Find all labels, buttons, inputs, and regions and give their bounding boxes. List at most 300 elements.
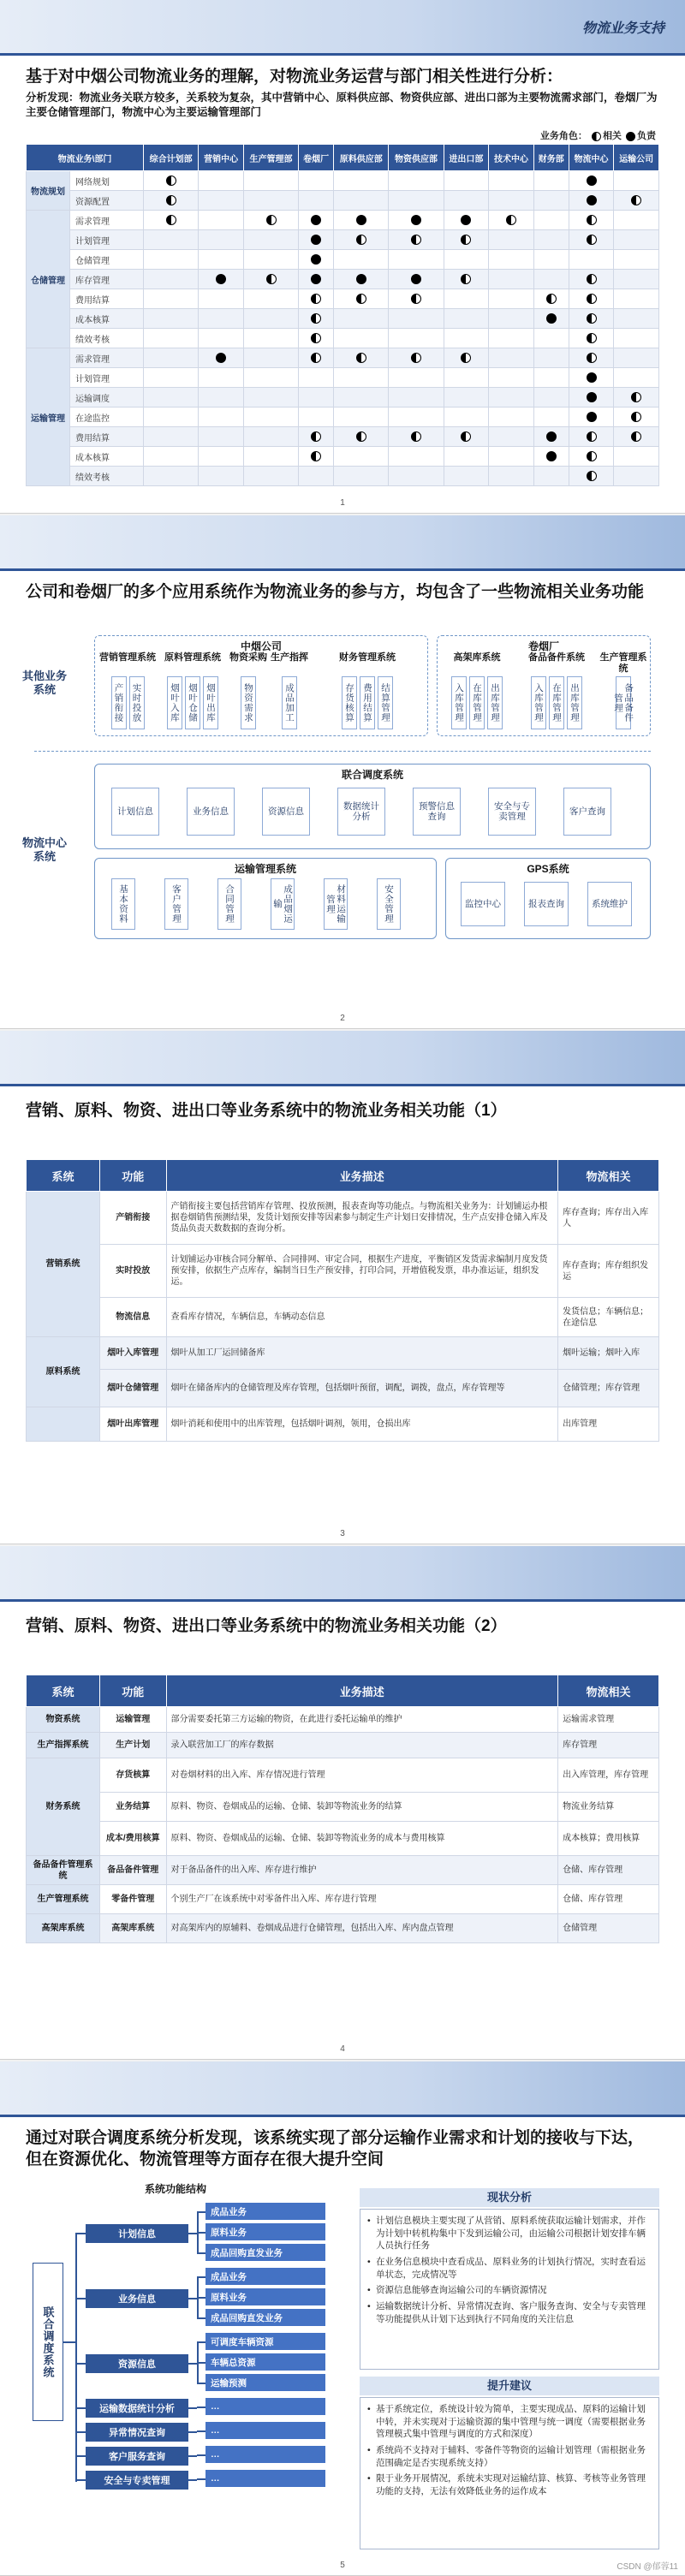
system-item-label: 结算管理 — [380, 683, 391, 723]
matrix-cell — [243, 467, 298, 486]
slide-3 — [0, 1031, 685, 1544]
transport-item-label: 客户管理 — [171, 884, 182, 924]
full-circle-icon — [587, 372, 597, 383]
matrix-cell — [569, 230, 614, 250]
system-name: 物资采购 — [229, 652, 267, 663]
matrix-cell — [614, 427, 659, 447]
description-cell: 部分需要委托第三方运输的物资，在此进行委托运输单的维护 — [166, 1707, 558, 1733]
system-cell — [27, 1407, 100, 1442]
system-name: 备品备件系统 — [528, 652, 585, 663]
table-row — [27, 408, 659, 427]
matrix-cell — [569, 447, 614, 467]
table-row — [27, 211, 659, 230]
legend-full: 负责 — [637, 131, 656, 141]
transport-item-label: 材料运输管理 — [325, 884, 347, 924]
leaf-node: 成品回购直发业务 — [206, 2309, 325, 2326]
transport-item-label: 安全管理 — [384, 884, 395, 924]
matrix-cell — [444, 427, 489, 447]
matrix-cell — [489, 289, 534, 309]
matrix-cell — [533, 211, 569, 230]
half-circle-icon — [587, 333, 597, 343]
matrix-cell — [614, 309, 659, 329]
matrix-cell — [334, 408, 389, 427]
matrix-cell — [243, 270, 298, 289]
table-row — [27, 191, 659, 211]
half-circle-icon — [356, 353, 366, 363]
connector-line — [75, 2234, 77, 2482]
matrix-cell — [243, 171, 298, 191]
page-number: 4 — [340, 2044, 345, 2054]
table-row — [27, 1298, 659, 1337]
system-item-label: 实时投放 — [131, 683, 142, 723]
connector-line — [63, 2341, 75, 2343]
dept-matrix — [26, 144, 659, 486]
full-circle-icon — [546, 313, 557, 324]
matrix-cell — [334, 211, 389, 230]
column-header: 物流相关 — [558, 1160, 659, 1192]
matrix-cell — [489, 408, 534, 427]
matrix-cell — [614, 467, 659, 486]
matrix-cell — [533, 388, 569, 408]
matrix-cell — [444, 171, 489, 191]
matrix-cell — [243, 447, 298, 467]
gps-label: GPS系统 — [527, 863, 569, 875]
matrix-cell — [489, 329, 534, 348]
matrix-cell — [243, 230, 298, 250]
half-circle-icon — [311, 431, 321, 442]
leaf-node: … — [206, 2398, 325, 2415]
matrix-cell — [389, 467, 444, 486]
status-point: • 运输数据统计分析、异常情况查询、客户服务查询、安全与专卖管理等功能提供从计划下达到执行不同角度的关注信息 — [367, 2300, 652, 2325]
matrix-cell — [614, 447, 659, 467]
matrix-cell — [389, 270, 444, 289]
matrix-corner-header: 物流业务\部门 — [27, 145, 144, 171]
table-row — [27, 1192, 659, 1245]
system-name: 营销管理系统 — [99, 652, 156, 663]
description-cell: 烟叶从加工厂运回储备库 — [166, 1337, 558, 1370]
description-cell: 原料、物资、卷烟成品的运输、仓储、装卸等物流业务的结算 — [166, 1793, 558, 1822]
connector-line — [197, 2252, 206, 2254]
matrix-cell — [389, 289, 444, 309]
system-name: 生产管理系统 — [599, 652, 647, 674]
matrix-cell — [299, 427, 334, 447]
system-item — [549, 676, 564, 729]
half-circle-icon — [587, 294, 597, 304]
table-row — [27, 1337, 659, 1370]
system-cell: 生产管理系统 — [27, 1885, 100, 1914]
table-row — [27, 1856, 659, 1885]
connector-line — [197, 2478, 206, 2480]
matrix-cell — [243, 309, 298, 329]
dispatch-label: 联合调度系统 — [341, 769, 403, 781]
system-item — [487, 676, 503, 729]
system-item-label: 在库管理 — [551, 683, 563, 723]
matrix-cell — [299, 250, 334, 270]
table-row — [27, 250, 659, 270]
matrix-cell — [299, 348, 334, 368]
system-item — [613, 676, 634, 729]
matrix-cell — [199, 467, 244, 486]
logistics-cell: 仓储管理 — [558, 1914, 659, 1943]
connector-line — [188, 2431, 197, 2433]
matrix-cell — [389, 250, 444, 270]
matrix-cell — [569, 171, 614, 191]
connector-line — [75, 2479, 86, 2481]
matrix-cell — [334, 447, 389, 467]
column-header: 系统 — [27, 1675, 100, 1707]
matrix-cell — [489, 230, 534, 250]
system-item-label: 备品备件管理 — [613, 683, 634, 723]
system-item — [167, 676, 182, 729]
column-header: 功能 — [100, 1675, 167, 1707]
full-circle-icon — [311, 235, 321, 245]
matrix-cell — [389, 230, 444, 250]
system-item — [282, 676, 297, 729]
connector-line — [188, 2233, 197, 2234]
legend-half: 相关 — [602, 131, 622, 141]
matrix-cell — [199, 211, 244, 230]
function-cell: 产销衔接 — [100, 1192, 167, 1245]
matrix-cell — [334, 467, 389, 486]
matrix-cell — [614, 329, 659, 348]
half-circle-icon — [587, 215, 597, 225]
matrix-cell — [444, 250, 489, 270]
table-row — [27, 368, 659, 388]
other-systems-label: 其他业务系统 — [21, 669, 67, 697]
system-item-label: 入库管理 — [533, 683, 545, 723]
item-label: 成本核算 — [70, 447, 144, 467]
table-row — [27, 348, 659, 368]
dept-header: 营销中心 — [199, 145, 244, 171]
half-circle-icon — [587, 451, 597, 461]
matrix-cell — [569, 329, 614, 348]
table-row — [27, 467, 659, 486]
table-row — [27, 230, 659, 250]
leaf-node: 原料业务 — [206, 2223, 325, 2240]
matrix-cell — [144, 309, 199, 329]
matrix-cell — [489, 309, 534, 329]
matrix-cell — [614, 388, 659, 408]
matrix-cell — [569, 191, 614, 211]
system-name: 原料管理系统 — [164, 652, 221, 663]
half-circle-icon — [356, 431, 366, 442]
full-circle-icon — [311, 274, 321, 284]
slide-header — [0, 1546, 685, 1606]
table-row — [27, 388, 659, 408]
system-item-label: 成品加工 — [284, 683, 295, 723]
connector-line — [197, 2297, 206, 2299]
matrix-cell — [444, 270, 489, 289]
half-circle-icon — [631, 412, 641, 422]
matrix-cell — [144, 447, 199, 467]
system-item-label: 出库管理 — [490, 683, 501, 723]
matrix-cell — [144, 270, 199, 289]
column-header: 功能 — [100, 1160, 167, 1192]
matrix-cell — [144, 329, 199, 348]
leaf-node: … — [206, 2470, 325, 2487]
system-item-label: 烟叶出库 — [206, 683, 217, 723]
system-cell: 生产指挥系统 — [27, 1733, 100, 1758]
function-cell: 实时投放 — [100, 1245, 167, 1298]
connector-line — [75, 2431, 86, 2433]
group-label: 物流规划 — [27, 171, 70, 211]
leaf-node: 成品回购直发业务 — [206, 2244, 325, 2261]
dispatch-item: 数据统计分析 — [337, 788, 385, 836]
matrix-cell — [444, 447, 489, 467]
matrix-cell — [614, 270, 659, 289]
transport-item — [324, 878, 348, 930]
table-row — [27, 1407, 659, 1442]
matrix-cell — [299, 447, 334, 467]
tree-root — [33, 2263, 63, 2421]
matrix-cell — [243, 211, 298, 230]
half-circle-icon — [311, 294, 321, 304]
connector-line — [197, 2232, 206, 2234]
matrix-cell — [144, 171, 199, 191]
half-circle-icon — [631, 431, 641, 442]
group-label: 仓储管理 — [27, 211, 70, 348]
matrix-cell — [533, 368, 569, 388]
table-row — [27, 1885, 659, 1914]
matrix-cell — [614, 230, 659, 250]
matrix-cell — [489, 467, 534, 486]
matrix-cell — [569, 270, 614, 289]
tree-label: 系统功能结构 — [144, 2183, 206, 2195]
page-number: 1 — [340, 498, 345, 508]
full-circle-icon — [356, 215, 366, 225]
half-circle-icon — [631, 392, 641, 402]
gps-item: 报表查询 — [524, 882, 569, 926]
matrix-cell — [533, 329, 569, 348]
slide-header — [0, 1031, 685, 1091]
system-item — [469, 676, 485, 729]
matrix-cell — [569, 467, 614, 486]
matrix-cell — [489, 388, 534, 408]
description-cell: 个别生产厂在该系统中对零备件出入库、库存进行管理 — [166, 1885, 558, 1914]
item-label: 需求管理 — [70, 211, 144, 230]
matrix-cell — [199, 427, 244, 447]
item-label: 需求管理 — [70, 348, 144, 368]
matrix-cell — [243, 250, 298, 270]
function-cell: 运输管理 — [100, 1707, 167, 1733]
matrix-cell — [569, 289, 614, 309]
system-item-label: 在库管理 — [472, 683, 483, 723]
page-number: 3 — [340, 1529, 345, 1538]
status-point: • 资源信息能够查询运输公司的车辆资源情况 — [367, 2284, 652, 2297]
half-circle-icon — [587, 313, 597, 324]
table-row — [27, 1822, 659, 1856]
leaf-node: 运输预测 — [206, 2374, 325, 2391]
function-table-1 — [26, 1159, 659, 1442]
dept-header: 进出口部 — [444, 145, 489, 171]
legend — [540, 128, 656, 142]
matrix-cell — [199, 388, 244, 408]
leaf-node: 成品业务 — [206, 2203, 325, 2220]
matrix-cell — [299, 309, 334, 329]
matrix-cell — [299, 467, 334, 486]
half-circle-icon — [587, 353, 597, 363]
system-item — [203, 676, 218, 729]
column-header: 物流相关 — [558, 1675, 659, 1707]
table-row — [27, 171, 659, 191]
slide-subtitle: 分析发现：物流业务关联方较多，关系较为复杂，其中营销中心、原料供应部、物资供应部、进出口部为主要物流需求部门，卷烟厂为主要仓储管理部门，物流中心为主要运输管理部门 — [26, 92, 658, 118]
table-row — [27, 1245, 659, 1298]
half-circle-icon — [311, 313, 321, 324]
logistics-cell: 发货信息；车辆信息；在途信息 — [558, 1298, 659, 1337]
slide-1 — [0, 0, 685, 514]
half-circle-icon — [587, 274, 597, 284]
transport-item-label: 成品烟运输 — [272, 884, 294, 924]
slide-header — [0, 515, 685, 575]
logistics-cell: 库存查询；库存组织发运 — [558, 1245, 659, 1298]
logistics-cell: 物流业务结算 — [558, 1793, 659, 1822]
slide-title: 营销、原料、物资、进出口等业务系统中的物流业务相关功能（2） — [26, 1617, 507, 1635]
branch-node: 异常情况查询 — [86, 2423, 188, 2442]
function-cell: 成本/费用核算 — [100, 1822, 167, 1856]
full-circle-icon — [411, 215, 421, 225]
connector-line — [197, 2430, 206, 2432]
description-cell: 录入联营加工厂的库存数据 — [166, 1733, 558, 1758]
matrix-cell — [334, 191, 389, 211]
matrix-cell — [144, 250, 199, 270]
description-cell: 计划铺运办审核合同分解单、合同排网、审定合同，根据生产进度，平衡销区发货需求编制月度发货预安排，依据生产点库存，编制当日生产预安排，打印合同，开增值税发票，串办准运证，组织发运。 — [166, 1245, 558, 1298]
system-cell: 营销系统 — [27, 1192, 100, 1337]
matrix-cell — [199, 309, 244, 329]
matrix-cell — [299, 230, 334, 250]
branch-node: 资源信息 — [86, 2354, 188, 2373]
matrix-cell — [144, 388, 199, 408]
transport-item — [271, 878, 295, 930]
item-label: 计划管理 — [70, 368, 144, 388]
matrix-cell — [243, 348, 298, 368]
improve-title: 提升建议 — [360, 2377, 659, 2395]
matrix-cell — [569, 427, 614, 447]
matrix-cell — [389, 309, 444, 329]
function-cell: 备品备件管理 — [100, 1856, 167, 1885]
matrix-cell — [334, 171, 389, 191]
matrix-cell — [533, 447, 569, 467]
logistics-cell: 烟叶运输；烟叶入库 — [558, 1337, 659, 1370]
system-item — [531, 676, 546, 729]
matrix-cell — [199, 171, 244, 191]
system-item-label: 存货核算 — [344, 683, 355, 723]
slide-header — [0, 2061, 685, 2121]
matrix-cell — [199, 408, 244, 427]
matrix-cell — [444, 211, 489, 230]
matrix-cell — [614, 289, 659, 309]
item-label: 绩效考核 — [70, 329, 144, 348]
full-circle-icon — [546, 451, 557, 461]
matrix-cell — [614, 408, 659, 427]
cnto-label: 中烟公司 — [240, 640, 282, 652]
item-label: 费用结算 — [70, 427, 144, 447]
transport-item — [377, 878, 401, 930]
full-circle-icon — [587, 392, 597, 402]
system-item-label: 物资需求 — [243, 683, 254, 723]
matrix-cell — [334, 427, 389, 447]
system-item — [451, 676, 467, 729]
matrix-cell — [243, 191, 298, 211]
matrix-cell — [144, 467, 199, 486]
full-circle-icon — [311, 254, 321, 265]
matrix-cell — [144, 427, 199, 447]
matrix-cell — [444, 467, 489, 486]
table-row — [27, 447, 659, 467]
matrix-cell — [569, 388, 614, 408]
matrix-cell — [444, 289, 489, 309]
matrix-cell — [489, 191, 534, 211]
watermark: CSDN @郁蓉11 — [616, 2562, 678, 2572]
full-circle-icon — [411, 274, 421, 284]
matrix-cell — [489, 368, 534, 388]
function-cell: 零备件管理 — [100, 1885, 167, 1914]
half-circle-icon — [546, 294, 557, 304]
dispatch-item: 预警信息查询 — [413, 788, 461, 836]
improve-point: • 系统尚不支持对于辅料、零备件等物资的运输计划管理（需根据业务范围确定是否实现系统支持） — [367, 2444, 652, 2469]
factory-label: 卷烟厂 — [527, 640, 559, 652]
full-circle-icon — [311, 215, 321, 225]
matrix-cell — [299, 171, 334, 191]
logistics-cell: 仓储、库存管理 — [558, 1885, 659, 1914]
matrix-cell — [334, 270, 389, 289]
leaf-node: … — [206, 2446, 325, 2463]
matrix-cell — [199, 191, 244, 211]
matrix-cell — [444, 191, 489, 211]
slide-title: 营销、原料、物资、进出口等业务系统中的物流业务相关功能（1） — [26, 1102, 507, 1120]
connector-line — [197, 2406, 206, 2408]
half-circle-icon — [506, 215, 516, 225]
table-row — [27, 1758, 659, 1793]
matrix-cell — [614, 171, 659, 191]
matrix-cell — [144, 211, 199, 230]
leaf-node: 车辆总资源 — [206, 2353, 325, 2371]
dept-header: 物流中心 — [569, 145, 614, 171]
half-circle-icon — [311, 333, 321, 343]
connector-line — [197, 2317, 206, 2319]
matrix-cell — [489, 348, 534, 368]
connector-line — [75, 2407, 86, 2409]
half-circle-icon — [411, 235, 421, 245]
matrix-cell — [614, 368, 659, 388]
matrix-cell — [389, 191, 444, 211]
dept-header: 物资供应部 — [389, 145, 444, 171]
function-cell: 烟叶仓储管理 — [100, 1370, 167, 1407]
matrix-cell — [144, 230, 199, 250]
matrix-cell — [199, 270, 244, 289]
divider — [34, 751, 651, 752]
system-item — [342, 676, 357, 729]
logistics-cell: 出库管理 — [558, 1407, 659, 1442]
function-cell: 生产计划 — [100, 1733, 167, 1758]
table-row — [27, 309, 659, 329]
logistics-cell: 仓储管理；库存管理 — [558, 1370, 659, 1407]
matrix-cell — [533, 467, 569, 486]
gps-item: 系统维护 — [587, 882, 632, 926]
matrix-cell — [614, 348, 659, 368]
matrix-cell — [444, 329, 489, 348]
description-cell: 产销衔接主要包括营销库存管理、投放预测，报表查询等功能点。与物流相关业务为：计划铺运办根据卷烟销售预测结果，发货计划预安排等因素参与制定生产计划日安排情况，生产点安排仓储入库及货品负责天数数据的查询分析。 — [166, 1192, 558, 1245]
logistics-cell: 运输需求管理 — [558, 1707, 659, 1733]
matrix-cell — [144, 191, 199, 211]
matrix-cell — [489, 447, 534, 467]
logistics-cell: 成本核算；费用核算 — [558, 1822, 659, 1856]
matrix-cell — [489, 270, 534, 289]
table-row — [27, 1793, 659, 1822]
connector-line — [197, 2362, 206, 2364]
matrix-cell — [334, 388, 389, 408]
system-name: 高架库系统 — [453, 652, 501, 663]
dept-header: 运输公司 — [614, 145, 659, 171]
